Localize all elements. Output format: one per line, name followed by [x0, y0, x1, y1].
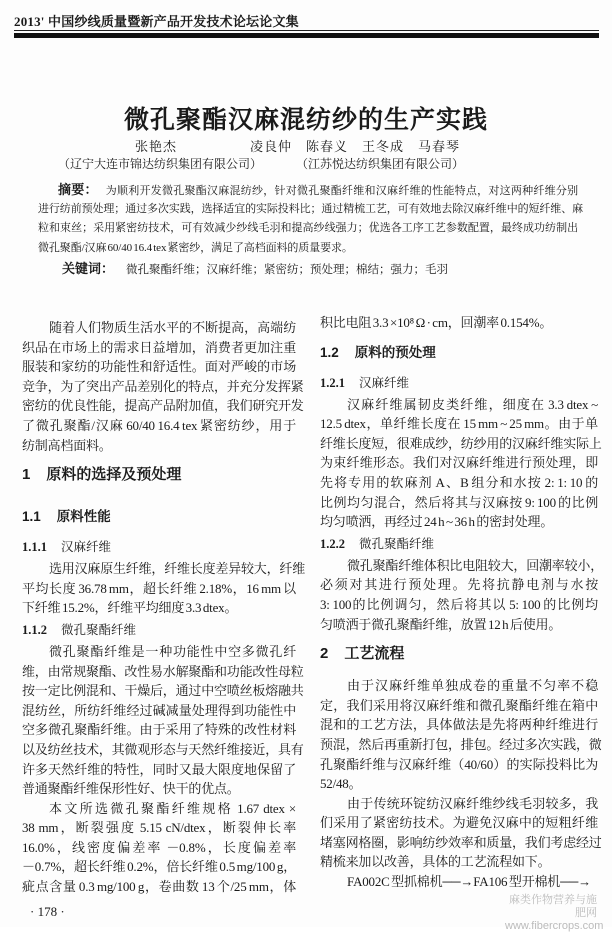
text-line: 52/48。: [320, 776, 362, 792]
text-line: 38 mm，断裂强度 5.15 cN/dtex，断裂伸长率: [22, 820, 296, 836]
heading-number: 1.2: [320, 344, 339, 360]
text-line: 微孔聚酯纤维是一种功能性中空多微孔纤: [49, 643, 296, 659]
text-line: 比例均匀混合，然后将其与汉麻按 9: 100 的比例: [320, 494, 598, 510]
text-line: 由于汉麻纤维单独成卷的重量不匀率不稳: [347, 678, 598, 694]
paragraph: [22, 318, 304, 455]
paragraph: [22, 642, 304, 799]
paragraph: [320, 395, 602, 532]
paragraph: [320, 794, 602, 872]
text-line: 堵塞网格圈，影响纺纱效率和质量，我们考虑经过: [320, 834, 602, 850]
abstract: [38, 180, 583, 258]
abstract-line: [38, 180, 578, 200]
paragraph: [22, 559, 306, 618]
subsection-heading: [320, 333, 598, 371]
heading-text: 微孔聚酯纤维: [359, 536, 435, 551]
paper-title: 微孔聚酯汉麻混纺纱的生产实践: [123, 107, 488, 134]
text-line: 先将专用的软麻剂 A、B 组分和水按 2: 1: 10 的: [320, 474, 598, 490]
text-line: 必须对其进行预处理。先将抗静电剂与水按: [320, 577, 598, 593]
text-line: 由于传统环锭纺汉麻纤维纱线毛羽较多，我: [347, 795, 598, 811]
subsection-heading: [22, 497, 296, 535]
keywords-label: 关键词：: [62, 261, 115, 276]
heading-number: 1.1.2: [22, 622, 47, 637]
heading-text: 微孔聚酯纤维: [61, 622, 137, 637]
text-line: 普通聚酯纤维保形性好、快干的优点。: [22, 781, 240, 797]
text-line: 汉麻纤维属韧皮类纤维，细度在 3.3 dtex ~: [347, 396, 598, 412]
subsubsection-heading: [320, 371, 598, 395]
paragraph: [320, 556, 604, 634]
heading-text: 汉麻纤维: [359, 375, 410, 390]
text-line: 匀喷洒于微孔聚酯纤维，放置 12 h 后使用。: [320, 616, 562, 632]
text-line: 为束纤维形态。我们对汉麻纤维进行预处理，即: [320, 455, 598, 471]
heading-text: 原料性能: [56, 509, 111, 525]
heading-text: 原料的选择及预处理: [46, 466, 182, 484]
text-line: 服装和家纺的功能性和舒适性。面对严峻的市场: [22, 359, 296, 375]
text-line: 按一定比例混和、干燥后，通过中空喷丝板熔融共: [22, 683, 304, 699]
heading-number: 1.2.1: [320, 375, 345, 390]
heading-text: 原料的预处理: [354, 344, 436, 360]
text-line: 孔聚酯纤维与汉麻纤维（40/60）的实际投料比为: [320, 756, 598, 772]
running-head: 2013' 中国纱线质量暨新产品开发技术论坛论文集: [14, 14, 299, 29]
text-line: 以及纺丝技术，其微观形态与天然纤维接近，具有: [22, 741, 304, 757]
abstract-text: 为顺利开发微孔聚酯汉麻混纺纱，针对微孔聚酯纤维和汉麻纤维的性能特点，对这两种纤维分别: [105, 185, 578, 197]
text-line: 下纤维 15.2%，纤维平均细度 3.3 dtex。: [22, 600, 238, 616]
page-number: · 178 ·: [30, 904, 65, 919]
text-line: FA002C 型抓棉机──→FA106 型开棉机──→: [347, 874, 591, 890]
text-line: 均匀喷洒，再经过 24 h ~ 36 h 的密封处理。: [320, 514, 554, 530]
subsubsection-heading: [320, 532, 598, 556]
text-line: 混纺丝，所纺纤维经过碱减量处理得到功能性中: [22, 702, 296, 718]
heading-number: 1.1: [22, 509, 41, 525]
right-column: [320, 313, 604, 892]
subsubsection-heading: [22, 535, 296, 559]
heading-number: 1: [22, 466, 31, 484]
watermark: [505, 894, 604, 933]
text-line: 们采用了紧密纺技术。为避免汉麻中的短粗纤维: [320, 815, 598, 831]
text-line: 微孔聚酯纤维体积比电阻较大，回潮率较小，: [347, 557, 604, 573]
text-line: 竞争，为了突出产品差别化的特点，并充分发挥紧: [22, 378, 304, 394]
text-line: 混和的工艺方法，具体做法是先将两种纤维进行: [320, 717, 598, 733]
header-rule-thin: [14, 30, 599, 31]
text-line: 精梳来加以改善，具体的工艺流程如下。: [320, 854, 551, 870]
paragraph: [22, 799, 296, 897]
text-line: 16.0%，线密度偏差率 －0.8%，长度偏差率: [22, 839, 296, 855]
heading-text: 工艺流程: [344, 645, 405, 663]
watermark-line-2: www.fibercrops.com: [505, 920, 604, 932]
text-line: 3: 100的比例调匀，然后将其以 5: 100 的比例均: [320, 596, 598, 612]
text-line: 许多天然纤维的特性，同时又最大限度地保留了: [22, 761, 296, 777]
text-line: 平均长度 36.78 mm，超长纤维 2.18%，16 mm 以: [22, 580, 296, 596]
heading-number: 1.2.2: [320, 536, 345, 551]
abstract-line: 进行纺前预处理；通过多次实践，选择适宜的实际投料比；通过精梳工艺，可有效地去除汉麻纤维中的短纤维、麻: [38, 202, 583, 215]
section-heading: [22, 455, 296, 497]
text-line: 预混，然后再重新打包，排包。经过多次实践，微: [320, 736, 602, 752]
keywords: [62, 258, 448, 277]
heading-number: 1.1.1: [22, 540, 47, 555]
text-line: 本文所选微孔聚酯纤维规格 1.67 dtex ×: [49, 800, 296, 816]
author-group-1: 张艳杰: [135, 139, 178, 154]
watermark-line-1: 麻类作物营养与施肥网: [509, 894, 597, 919]
text-line: 选用汉麻原生纤维，纤维长度差异较大，纤维: [49, 561, 306, 577]
keywords-text: 微孔聚酯纤维；汉麻纤维；紧密纺；预处理；棉结；强力；毛羽: [126, 264, 449, 276]
text-line: 随着人们物质生活水平的不断提高，高端纺: [49, 320, 296, 335]
paragraph: [320, 313, 598, 333]
heading-number: 2: [320, 645, 329, 663]
text-line: 纺制高档面料。: [22, 437, 112, 453]
text-line: 维，由常规聚酯、改性易水解聚酯和功能改性母粒: [22, 663, 304, 679]
paragraph: [320, 872, 598, 892]
heading-text: 汉麻纤维: [61, 540, 112, 555]
affiliation-2: （江苏悦达纺织集团有限公司）: [296, 157, 465, 171]
text-line: 密纺的优良性能，提高产品附加值，我们研究开发: [22, 398, 304, 414]
text-line: 12.5 dtex，单纤维长度在 15 mm ~ 25 mm。由于单: [320, 416, 598, 432]
text-line: 积比电阻 3.3 ×10⁸ Ω · cm，回潮率 0.154%。: [320, 315, 553, 330]
text-line: 织品在市场上的需求日益增加，消费者更加注重: [22, 339, 296, 355]
abstract-line: 粒和束丝；采用紧密纺技术，可有效减少纱线毛羽和提高纱线强力；优选各工序工艺参数配置，最终成功纺制出: [38, 222, 578, 235]
paragraph: [320, 676, 602, 794]
affiliation-1: （辽宁大连市锦达纺织集团有限公司）: [58, 157, 263, 171]
text-line: 空多微孔聚酯纤维。由于采用了特殊的改性材料: [22, 722, 296, 738]
text-line: －0.7%，超长纤维 0.2%，倍长纤维 0.5 mg/100 g，: [22, 859, 296, 875]
text-line: 了微孔聚酯/汉麻 60/40 16.4 tex 紧密纺纱，用于: [22, 417, 296, 433]
subsubsection-heading: [22, 618, 296, 642]
header-rule-thick: [14, 33, 599, 38]
text-line: 纤维长度短，很难成纱，纺纱用的汉麻纤维实际上: [320, 435, 602, 451]
text-line: 定，我们采用将汉麻纤维和微孔聚酯纤维在箱中: [320, 697, 598, 713]
abstract-label: 摘要：: [58, 182, 98, 197]
section-heading: [320, 634, 598, 676]
author-group-2: 凌良仲 陈春义 王冬成 马春琴: [250, 139, 461, 154]
abstract-line: 微孔聚酯/汉麻 60/40 16.4 tex 紧密纱，满足了高档面料的质量要求。: [38, 241, 353, 254]
left-column: [22, 318, 306, 897]
text-line: 疵点含量 0.3 mg/100 g，卷曲数 13 个/25 mm，体: [22, 879, 296, 895]
